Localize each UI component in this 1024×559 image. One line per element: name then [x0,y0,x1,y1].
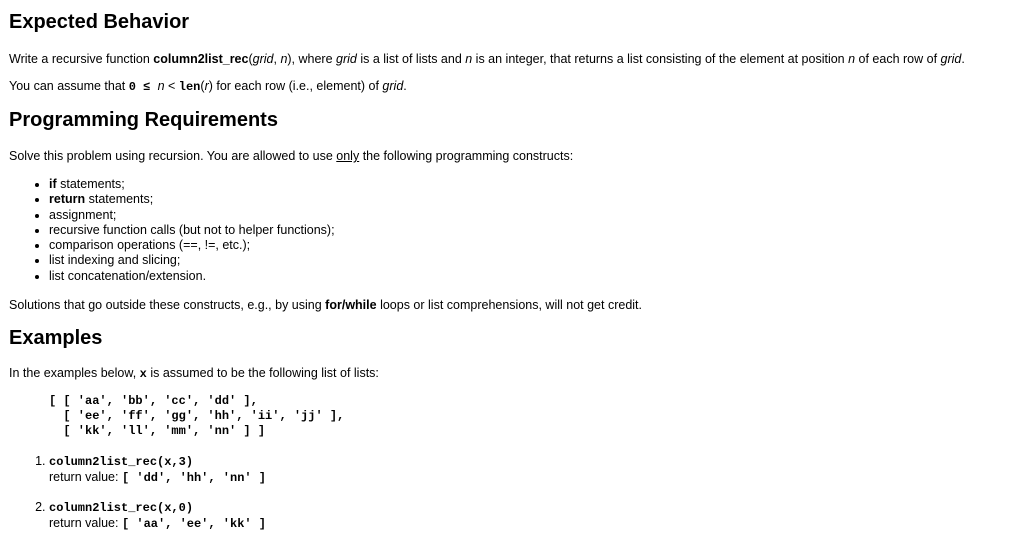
text: ( [200,79,205,93]
var-r: r [204,79,209,93]
text: Solve this problem using recursion. You are allowed to use [9,149,337,163]
return-value: [ 'dd', 'hh', 'nn' ] [121,471,266,486]
param-grid: grid [252,52,274,66]
text: . [961,52,965,66]
text: Solutions that go outside these constructs, e.g., by using [9,298,326,313]
description-paragraph [9,52,1015,67]
examples-intro [9,366,1015,382]
heading-programming-requirements: Programming Requirements [9,109,278,131]
text: list indexing and slicing; [49,253,181,268]
list-item [49,223,1015,238]
emphasis-only: only [336,149,360,163]
example-item [49,454,1015,486]
var-grid: grid [336,52,357,66]
text: is assumed to be the following list of lists: [146,366,379,381]
constructs-list [9,177,1015,284]
text: recursive function calls (but not to helper functions); [49,222,335,237]
text: < [164,79,179,93]
text: of each row of [855,52,941,66]
example-call: column2list_rec(x,3) [49,455,194,470]
code-line: [ 'kk', 'll', 'mm', 'nn' ] ] [49,424,266,439]
text: You can assume that [9,79,129,93]
keyword: return [49,192,86,207]
text: is an integer, that returns a list consisting of the element at position [472,52,849,66]
text: is a list of lists and [356,52,466,66]
text: list concatenation/extension. [49,268,207,283]
keyword-while: while [345,298,377,313]
text: statements; [85,192,154,207]
list-item [49,177,1015,192]
heading-examples: Examples [9,327,103,350]
keyword: if [49,177,57,191]
var-n: n [848,52,856,66]
return-value: [ 'aa', 'ee', 'kk' ] [121,517,266,532]
text: ( [248,52,253,66]
var-grid: grid [940,52,962,66]
list-item [49,208,1015,223]
text: ), where [287,52,337,66]
example-item [49,500,1015,532]
list-item [49,238,1015,253]
code-len: len [178,80,201,94]
text: loops or list comprehensions, will not get credit. [376,298,642,313]
code-x: x [139,367,147,382]
text: . [403,79,407,93]
text: / [341,298,346,313]
heading-expected-behavior: Expected Behavior [9,11,190,33]
code-line: [ [ 'aa', 'bb', 'cc', 'dd' ], [49,394,258,409]
list-item [49,253,1015,268]
keyword-for: for [325,298,342,313]
text: , [273,52,281,66]
examples-list [9,454,1015,532]
text: the following programming constructs: [359,149,574,163]
code-line: [ 'ee', 'ff', 'gg', 'hh', 'ii', 'jj' ], [49,409,345,424]
text: comparison operations (==, !=, etc.); [49,238,251,253]
var-n: n [465,52,473,66]
text: In the examples below, [9,366,140,381]
param-n: n [280,52,288,66]
var-grid: grid [382,79,404,93]
text: ) for each row (i.e., element) of [208,79,383,93]
text: assignment; [49,207,117,222]
return-label: return value: [49,516,122,531]
grid-code-block [9,394,1015,439]
requirements-paragraph [9,149,1015,164]
text: Write a recursive function [9,52,154,66]
code-zero-le: 0 ≤ [128,80,158,94]
function-name: column2list_rec [153,52,249,66]
list-item [49,269,1015,284]
text: statements; [56,177,125,191]
return-label: return value: [49,470,122,485]
var-n: n [157,79,165,93]
list-item [49,192,1015,207]
assumption-paragraph [9,79,1015,95]
credit-paragraph [9,298,1015,313]
example-call: column2list_rec(x,0) [49,501,194,516]
